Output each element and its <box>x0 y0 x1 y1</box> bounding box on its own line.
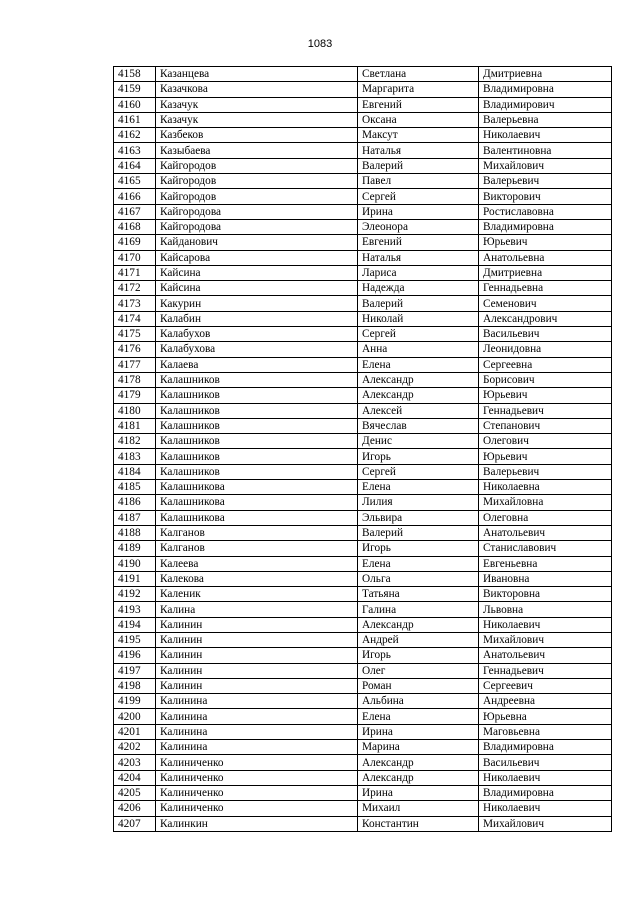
row-number-cell: 4202 <box>114 740 156 755</box>
row-number-cell: 4193 <box>114 602 156 617</box>
patronymic-cell: Олеговна <box>479 510 612 525</box>
first-name-cell: Татьяна <box>358 587 479 602</box>
table-row <box>114 785 612 800</box>
row-number-cell: 4190 <box>114 556 156 571</box>
row-number-cell: 4196 <box>114 648 156 663</box>
first-name-cell: Наталья <box>358 250 479 265</box>
table-row <box>114 449 612 464</box>
last-name-cell: Казачук <box>156 97 358 112</box>
last-name-cell: Калашникова <box>156 495 358 510</box>
last-name-cell: Калинина <box>156 709 358 724</box>
patronymic-cell: Николаевич <box>479 770 612 785</box>
last-name-cell: Калиниченко <box>156 785 358 800</box>
row-number-cell: 4198 <box>114 678 156 693</box>
table-row <box>114 556 612 571</box>
patronymic-cell: Дмитриевна <box>479 265 612 280</box>
row-number-cell: 4176 <box>114 342 156 357</box>
first-name-cell: Маргарита <box>358 82 479 97</box>
page-number: 1083 <box>307 38 333 50</box>
last-name-cell: Кайсарова <box>156 250 358 265</box>
row-number-cell: 4173 <box>114 296 156 311</box>
first-name-cell: Денис <box>358 434 479 449</box>
last-name-cell: Кайсина <box>156 265 358 280</box>
table-row <box>114 418 612 433</box>
row-number-cell: 4165 <box>114 174 156 189</box>
table-row <box>114 587 612 602</box>
row-number-cell: 4200 <box>114 709 156 724</box>
row-number-cell: 4168 <box>114 219 156 234</box>
table-row <box>114 816 612 831</box>
first-name-cell: Олег <box>358 663 479 678</box>
row-number-cell: 4180 <box>114 403 156 418</box>
row-number-cell: 4207 <box>114 816 156 831</box>
last-name-cell: Калина <box>156 602 358 617</box>
last-name-cell: Калашников <box>156 464 358 479</box>
row-number-cell: 4177 <box>114 357 156 372</box>
patronymic-cell: Владимировна <box>479 219 612 234</box>
row-number-cell: 4169 <box>114 235 156 250</box>
table-row <box>114 265 612 280</box>
first-name-cell: Галина <box>358 602 479 617</box>
last-name-cell: Калабухов <box>156 327 358 342</box>
patronymic-cell: Александрович <box>479 311 612 326</box>
first-name-cell: Сергей <box>358 327 479 342</box>
last-name-cell: Казанцева <box>156 67 358 82</box>
last-name-cell: Кайданович <box>156 235 358 250</box>
last-name-cell: Калабухова <box>156 342 358 357</box>
last-name-cell: Казачук <box>156 112 358 127</box>
patronymic-cell: Валерьевич <box>479 174 612 189</box>
first-name-cell: Валерий <box>358 296 479 311</box>
table-row <box>114 174 612 189</box>
patronymic-cell: Анатольевич <box>479 648 612 663</box>
patronymic-cell: Валентиновна <box>479 143 612 158</box>
patronymic-cell: Николаевич <box>479 617 612 632</box>
last-name-cell: Калинкин <box>156 816 358 831</box>
row-number-cell: 4192 <box>114 587 156 602</box>
table-row <box>114 112 612 127</box>
table-row <box>114 678 612 693</box>
table-row <box>114 281 612 296</box>
table-row <box>114 357 612 372</box>
row-number-cell: 4178 <box>114 372 156 387</box>
first-name-cell: Алексей <box>358 403 479 418</box>
row-number-cell: 4187 <box>114 510 156 525</box>
first-name-cell: Элеонора <box>358 219 479 234</box>
first-name-cell: Александр <box>358 388 479 403</box>
last-name-cell: Кайгородова <box>156 219 358 234</box>
patronymic-cell: Станиславович <box>479 541 612 556</box>
last-name-cell: Кайсина <box>156 281 358 296</box>
row-number-cell: 4203 <box>114 755 156 770</box>
first-name-cell: Максут <box>358 128 479 143</box>
first-name-cell: Николай <box>358 311 479 326</box>
table-row <box>114 801 612 816</box>
patronymic-cell: Михайловна <box>479 495 612 510</box>
first-name-cell: Александр <box>358 372 479 387</box>
patronymic-cell: Львовна <box>479 602 612 617</box>
table-row <box>114 541 612 556</box>
table-row <box>114 602 612 617</box>
table-row <box>114 525 612 540</box>
last-name-cell: Калинин <box>156 648 358 663</box>
table-row <box>114 755 612 770</box>
last-name-cell: Калинин <box>156 678 358 693</box>
patronymic-cell: Владимировна <box>479 82 612 97</box>
last-name-cell: Калашников <box>156 418 358 433</box>
last-name-cell: Калганов <box>156 541 358 556</box>
row-number-cell: 4184 <box>114 464 156 479</box>
last-name-cell: Кайгородов <box>156 174 358 189</box>
row-number-cell: 4206 <box>114 801 156 816</box>
row-number-cell: 4195 <box>114 632 156 647</box>
last-name-cell: Калинина <box>156 740 358 755</box>
first-name-cell: Наталья <box>358 143 479 158</box>
first-name-cell: Анна <box>358 342 479 357</box>
last-name-cell: Калаева <box>156 357 358 372</box>
first-name-cell: Андрей <box>358 632 479 647</box>
patronymic-cell: Николаевич <box>479 128 612 143</box>
patronymic-cell: Геннадьевич <box>479 403 612 418</box>
last-name-cell: Калекова <box>156 571 358 586</box>
last-name-cell: Калинина <box>156 694 358 709</box>
first-name-cell: Евгений <box>358 235 479 250</box>
last-name-cell: Казачкова <box>156 82 358 97</box>
patronymic-cell: Николаевич <box>479 801 612 816</box>
row-number-cell: 4159 <box>114 82 156 97</box>
patronymic-cell: Анатольевна <box>479 250 612 265</box>
row-number-cell: 4191 <box>114 571 156 586</box>
row-number-cell: 4204 <box>114 770 156 785</box>
row-number-cell: 4166 <box>114 189 156 204</box>
row-number-cell: 4199 <box>114 694 156 709</box>
first-name-cell: Михаил <box>358 801 479 816</box>
table-row <box>114 235 612 250</box>
patronymic-cell: Юрьевич <box>479 388 612 403</box>
row-number-cell: 4172 <box>114 281 156 296</box>
patronymic-cell: Николаевна <box>479 480 612 495</box>
patronymic-cell: Юрьевич <box>479 449 612 464</box>
last-name-cell: Калиниченко <box>156 755 358 770</box>
last-name-cell: Калинина <box>156 724 358 739</box>
first-name-cell: Александр <box>358 755 479 770</box>
first-name-cell: Елена <box>358 556 479 571</box>
row-number-cell: 4205 <box>114 785 156 800</box>
patronymic-cell: Ивановна <box>479 571 612 586</box>
table-row <box>114 204 612 219</box>
patronymic-cell: Борисович <box>479 372 612 387</box>
table-row <box>114 219 612 234</box>
table-row <box>114 571 612 586</box>
table-row <box>114 311 612 326</box>
first-name-cell: Евгений <box>358 97 479 112</box>
patronymic-cell: Викторович <box>479 189 612 204</box>
first-name-cell: Павел <box>358 174 479 189</box>
last-name-cell: Калиниченко <box>156 770 358 785</box>
first-name-cell: Лилия <box>358 495 479 510</box>
patronymic-cell: Евгеньевна <box>479 556 612 571</box>
first-name-cell: Альбина <box>358 694 479 709</box>
first-name-cell: Ирина <box>358 724 479 739</box>
table-row <box>114 770 612 785</box>
row-number-cell: 4162 <box>114 128 156 143</box>
last-name-cell: Калеева <box>156 556 358 571</box>
row-number-cell: 4175 <box>114 327 156 342</box>
registry-table <box>113 66 612 832</box>
patronymic-cell: Васильевич <box>479 327 612 342</box>
registry-table-body <box>114 67 612 832</box>
first-name-cell: Елена <box>358 357 479 372</box>
row-number-cell: 4181 <box>114 418 156 433</box>
patronymic-cell: Семенович <box>479 296 612 311</box>
row-number-cell: 4160 <box>114 97 156 112</box>
row-number-cell: 4186 <box>114 495 156 510</box>
patronymic-cell: Анатольевич <box>479 525 612 540</box>
last-name-cell: Кайгородова <box>156 204 358 219</box>
row-number-cell: 4179 <box>114 388 156 403</box>
table-row <box>114 740 612 755</box>
patronymic-cell: Валерьевич <box>479 464 612 479</box>
first-name-cell: Сергей <box>358 189 479 204</box>
last-name-cell: Кайгородов <box>156 189 358 204</box>
last-name-cell: Калашников <box>156 434 358 449</box>
first-name-cell: Ирина <box>358 204 479 219</box>
row-number-cell: 4161 <box>114 112 156 127</box>
patronymic-cell: Михайлович <box>479 158 612 173</box>
first-name-cell: Александр <box>358 770 479 785</box>
table-row <box>114 388 612 403</box>
patronymic-cell: Васильевич <box>479 755 612 770</box>
row-number-cell: 4188 <box>114 525 156 540</box>
last-name-cell: Каленик <box>156 587 358 602</box>
first-name-cell: Игорь <box>358 449 479 464</box>
patronymic-cell: Олегович <box>479 434 612 449</box>
row-number-cell: 4182 <box>114 434 156 449</box>
first-name-cell: Оксана <box>358 112 479 127</box>
table-row <box>114 67 612 82</box>
first-name-cell: Александр <box>358 617 479 632</box>
table-row <box>114 663 612 678</box>
table-row <box>114 250 612 265</box>
row-number-cell: 4201 <box>114 724 156 739</box>
table-row <box>114 434 612 449</box>
row-number-cell: 4189 <box>114 541 156 556</box>
patronymic-cell: Дмитриевна <box>479 67 612 82</box>
first-name-cell: Елена <box>358 480 479 495</box>
last-name-cell: Какурин <box>156 296 358 311</box>
patronymic-cell: Ростиславовна <box>479 204 612 219</box>
patronymic-cell: Сергеевна <box>479 357 612 372</box>
table-row <box>114 510 612 525</box>
row-number-cell: 4194 <box>114 617 156 632</box>
last-name-cell: Калганов <box>156 525 358 540</box>
first-name-cell: Ирина <box>358 785 479 800</box>
row-number-cell: 4183 <box>114 449 156 464</box>
last-name-cell: Калашников <box>156 449 358 464</box>
first-name-cell: Ольга <box>358 571 479 586</box>
patronymic-cell: Леонидовна <box>479 342 612 357</box>
first-name-cell: Валерий <box>358 525 479 540</box>
last-name-cell: Калинин <box>156 663 358 678</box>
table-row <box>114 82 612 97</box>
table-row <box>114 632 612 647</box>
patronymic-cell: Михайлович <box>479 632 612 647</box>
last-name-cell: Калинин <box>156 617 358 632</box>
last-name-cell: Калинин <box>156 632 358 647</box>
table-row <box>114 724 612 739</box>
patronymic-cell: Маговьевна <box>479 724 612 739</box>
last-name-cell: Калашникова <box>156 480 358 495</box>
patronymic-cell: Сергеевич <box>479 678 612 693</box>
last-name-cell: Калабин <box>156 311 358 326</box>
row-number-cell: 4170 <box>114 250 156 265</box>
row-number-cell: 4185 <box>114 480 156 495</box>
table-row <box>114 128 612 143</box>
patronymic-cell: Владимировна <box>479 785 612 800</box>
table-row <box>114 648 612 663</box>
patronymic-cell: Геннадьевич <box>479 663 612 678</box>
row-number-cell: 4174 <box>114 311 156 326</box>
table-row <box>114 296 612 311</box>
first-name-cell: Марина <box>358 740 479 755</box>
table-row <box>114 709 612 724</box>
first-name-cell: Елена <box>358 709 479 724</box>
patronymic-cell: Степанович <box>479 418 612 433</box>
patronymic-cell: Валерьевна <box>479 112 612 127</box>
first-name-cell: Роман <box>358 678 479 693</box>
patronymic-cell: Владимирович <box>479 97 612 112</box>
table-row <box>114 372 612 387</box>
last-name-cell: Калиниченко <box>156 801 358 816</box>
last-name-cell: Кайгородов <box>156 158 358 173</box>
first-name-cell: Константин <box>358 816 479 831</box>
table-row <box>114 97 612 112</box>
first-name-cell: Валерий <box>358 158 479 173</box>
patronymic-cell: Юрьевич <box>479 235 612 250</box>
row-number-cell: 4171 <box>114 265 156 280</box>
patronymic-cell: Владимировна <box>479 740 612 755</box>
table-row <box>114 158 612 173</box>
first-name-cell: Игорь <box>358 541 479 556</box>
row-number-cell: 4164 <box>114 158 156 173</box>
last-name-cell: Калашников <box>156 372 358 387</box>
table-row <box>114 694 612 709</box>
table-row <box>114 342 612 357</box>
last-name-cell: Калашников <box>156 388 358 403</box>
patronymic-cell: Викторовна <box>479 587 612 602</box>
last-name-cell: Калашникова <box>156 510 358 525</box>
table-row <box>114 143 612 158</box>
table-row <box>114 495 612 510</box>
row-number-cell: 4197 <box>114 663 156 678</box>
row-number-cell: 4158 <box>114 67 156 82</box>
last-name-cell: Казбеков <box>156 128 358 143</box>
row-number-cell: 4163 <box>114 143 156 158</box>
table-row <box>114 480 612 495</box>
table-row <box>114 464 612 479</box>
table-row <box>114 403 612 418</box>
row-number-cell: 4167 <box>114 204 156 219</box>
patronymic-cell: Геннадьевна <box>479 281 612 296</box>
table-row <box>114 189 612 204</box>
first-name-cell: Светлана <box>358 67 479 82</box>
patronymic-cell: Михайлович <box>479 816 612 831</box>
first-name-cell: Сергей <box>358 464 479 479</box>
last-name-cell: Казыбаева <box>156 143 358 158</box>
first-name-cell: Вячеслав <box>358 418 479 433</box>
first-name-cell: Лариса <box>358 265 479 280</box>
patronymic-cell: Юрьевна <box>479 709 612 724</box>
first-name-cell: Эльвира <box>358 510 479 525</box>
table-row <box>114 327 612 342</box>
first-name-cell: Надежда <box>358 281 479 296</box>
table-row <box>114 617 612 632</box>
last-name-cell: Калашников <box>156 403 358 418</box>
patronymic-cell: Андреевна <box>479 694 612 709</box>
first-name-cell: Игорь <box>358 648 479 663</box>
